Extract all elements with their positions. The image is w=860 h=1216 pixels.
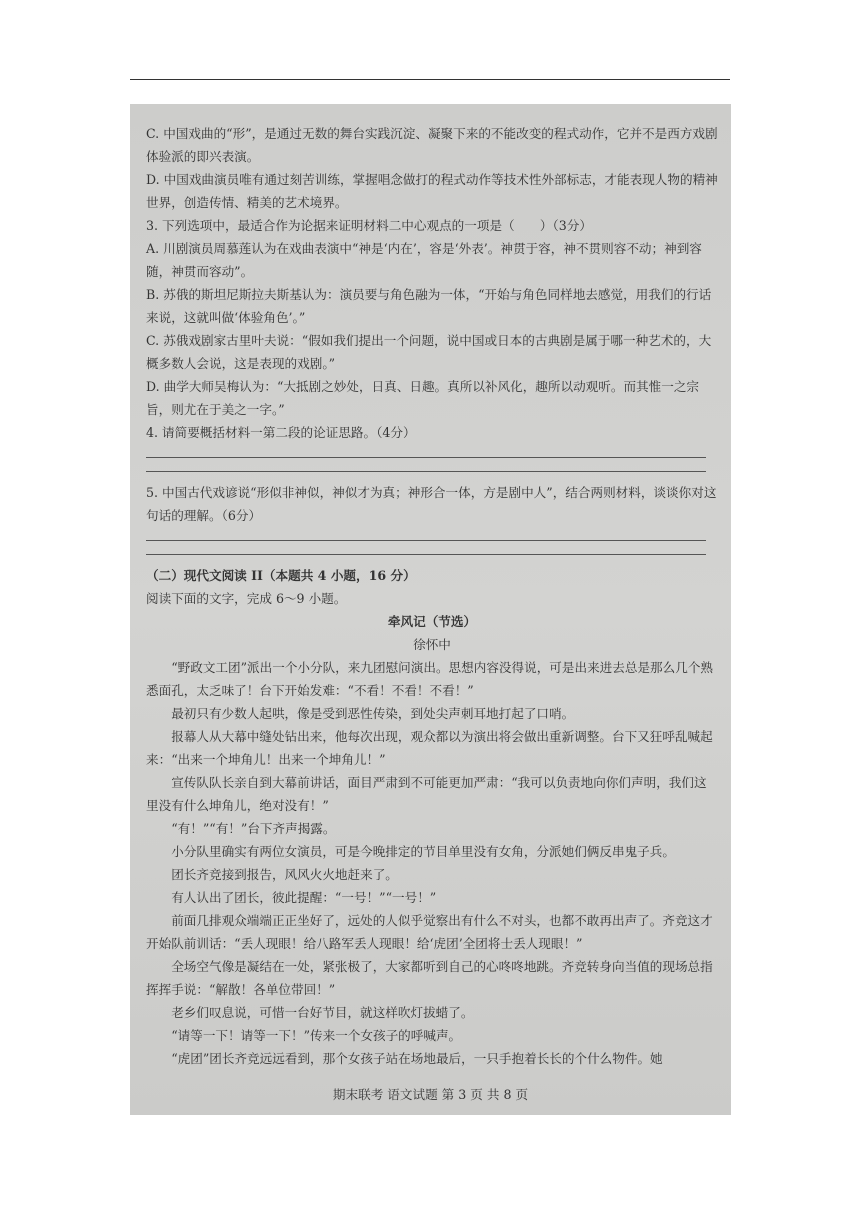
reading-instruction: 阅读下面的文字，完成 6～9 小题。 xyxy=(146,591,347,606)
question-3-option-b: B. 苏俄的斯坦尼斯拉夫斯基认为：演员要与角色融为一体，“开始与角色同样地去感觉，用我们的行话来说，这就叫做‘体验角色’。” xyxy=(146,287,712,325)
passage-paragraph: 报幕人从大幕中缝处钻出来，他每次出现，观众都以为演出将会做出重新调整。台下又狂呼乱喊起来：“出来一个坤角儿！出来一个坤角儿！” xyxy=(146,729,713,767)
passage-paragraph: “有！”“有！”台下齐声揭露。 xyxy=(171,821,336,836)
exam-content xyxy=(146,122,718,1070)
passage-author: 徐怀中 xyxy=(413,637,451,652)
passage-paragraph: “野政文工团”派出一个小分队，来九团慰问演出。思想内容没得说，可是出来进去总是那么几个熟悉面孔，太乏味了！台下开始发难：“不看！不看！不看！” xyxy=(146,660,714,698)
passage-paragraph: 团长齐竞接到报告，风风火火地赶来了。 xyxy=(171,867,398,882)
answer-line[interactable] xyxy=(146,540,706,541)
question-3-option-a: A. 川剧演员周慕莲认为在戏曲表演中“神是‘内在’，容是‘外表’。神贯于容，神不贯则容不动；神到容随，神贯而容动”。 xyxy=(146,241,702,279)
section-heading: （二）现代文阅读 II（本题共 4 小题，16 分） xyxy=(146,568,416,583)
page-footer: 期末联考 语文试题 第 3 页 共 8 页 xyxy=(332,1087,529,1102)
question-4: 4. 请简要概括材料一第二段的论证思路。（4分） xyxy=(146,425,416,440)
answer-line[interactable] xyxy=(146,471,706,472)
header-rule xyxy=(130,79,730,80)
question-3-option-d: D. 曲学大师吴梅认为：“大抵剧之妙处，日真、日趣。真所以补风化，趣所以动观听。而其惟一之宗旨，则尤在于美之一字。” xyxy=(146,379,700,417)
answer-line[interactable] xyxy=(146,554,706,555)
passage-paragraph: 全场空气像是凝结在一处，紧张极了，大家都听到自己的心咚咚地跳。齐竞转身向当值的现场总指挥挥手说：“解散！各单位带回！” xyxy=(146,959,713,997)
question-5: 5. 中国古代戏谚说“形似非神似，神似才为真；神形合一体，方是剧中人”，结合两则材料，谈谈你对这句话的理解。（6分） xyxy=(146,485,717,523)
passage-paragraph: “请等一下！请等一下！”传来一个女孩子的呼喊声。 xyxy=(171,1028,462,1043)
option-d-material-one: D. 中国戏曲演员唯有通过刻苦训练，掌握唱念做打的程式动作等技术性外部标志，才能表现人物的精神世界，创造传情、精美的艺术境界。 xyxy=(146,172,718,210)
passage-paragraph: 小分队里确实有两位女演员，可是今晚排定的节目单里没有女角，分派她们俩反串鬼子兵。 xyxy=(171,844,675,859)
option-c-material-one: C. 中国戏曲的“形”，是通过无数的舞台实践沉淀、凝聚下来的不能改变的程式动作，它并不是西方戏剧体验派的即兴表演。 xyxy=(146,126,718,164)
passage-paragraph: 老乡们叹息说，可惜一台好节目，就这样吹灯拔蜡了。 xyxy=(171,1005,474,1020)
answer-line[interactable] xyxy=(146,457,706,458)
passage-paragraph: 前面几排观众端端正正坐好了，远处的人似乎觉察出有什么不对头，也都不敢再出声了。齐竞这才开始队前训话：“丢人现眼！给八路军丢人现眼！给‘虎团’全团将士丢人现眼！” xyxy=(146,913,713,951)
passage-paragraph: 宣传队队长亲自到大幕前讲话，面目严肃到不可能更加严肃：“我可以负责地向你们声明，我们这里没有什么坤角儿，绝对没有！” xyxy=(146,775,707,813)
question-3-stem: 3. 下列选项中，最适合作为论据来证明材料二中心观点的一项是（ ）（3分） xyxy=(146,218,592,233)
question-3-option-c: C. 苏俄戏剧家古里叶夫说：“假如我们提出一个问题，说中国或日本的古典剧是属于哪一种艺术的，大概多数人会说，这是表现的戏剧。” xyxy=(146,333,712,371)
passage-paragraph: “虎团”团长齐竞远远看到，那个女孩子站在场地最后，一只手抱着长长的个什么物件。她 xyxy=(171,1051,663,1066)
passage-paragraph: 最初只有少数人起哄，像是受到恶性传染，到处尖声刺耳地打起了口哨。 xyxy=(171,706,575,721)
exam-page-photo xyxy=(130,104,731,1115)
passage-paragraph: 有人认出了团长，彼此提醒：“一号！”“一号！” xyxy=(171,890,437,905)
passage-title: 牵风记（节选） xyxy=(387,614,477,629)
